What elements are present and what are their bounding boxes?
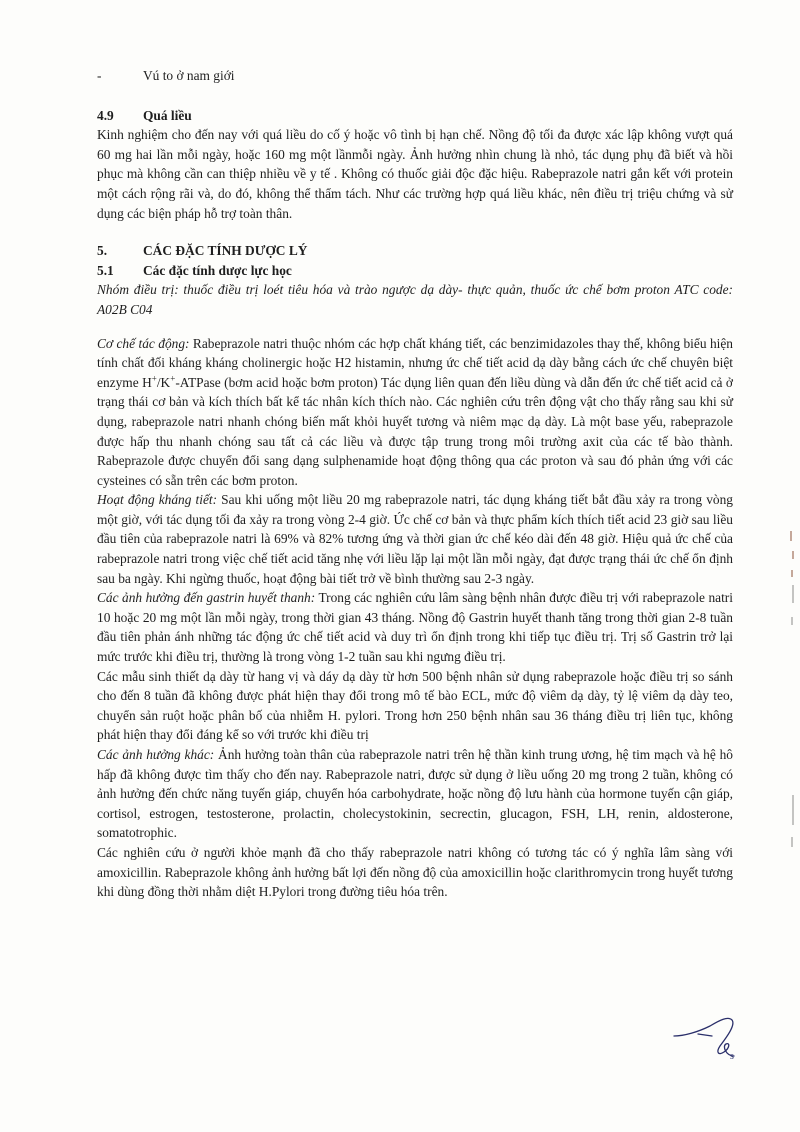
mechanism-paragraph xyxy=(97,334,733,491)
section-4-9-heading xyxy=(97,106,733,126)
other-effects-label: Các ảnh hưởng khác: xyxy=(97,747,215,762)
interaction-paragraph: Các nghiên cứu ở người khỏe mạnh đã cho thấy rabeprazole natri không có tương tác có ý nghĩa lâm sàng với amoxicillin. Rabeprazole không ảnh hưởng bất lợi đến nồng độ của amoxicillin hoặc clarithromycin trong huyết tương khi dùng đồng thời nhằm diệt H.Pylori trong đường tiêu hóa trên. xyxy=(97,844,733,900)
superscript-plus: + xyxy=(170,373,176,384)
biopsy-paragraph: Các mẫu sinh thiết dạ dày từ hang vị và dáy dạ dày từ hơn 500 bệnh nhân sử dụng rabeprazole hoặc điều trị so sánh cho đến 8 tuần đã không được phát hiện thay đổi trong mô tế bào ECL, mức độ viêm dạ dày, tỷ lệ viêm dạ dày teo, chuyển sản ruột hoặc phân bố của nhiễm H. pylori. Trong hơn 250 bệnh nhân sau 36 tháng điều trị liên tục, không phát hiện thay đổi đáng kể so với trước khi điều trị xyxy=(97,668,733,743)
section-title: Các đặc tính dược lực học xyxy=(143,262,292,278)
section-5-heading xyxy=(97,241,733,261)
section-title: Quá liều xyxy=(143,107,192,123)
section-number: 5. xyxy=(97,243,108,259)
bullet-dash: - xyxy=(97,68,102,83)
section-number: 4.9 xyxy=(97,107,114,123)
other-effects-paragraph xyxy=(97,745,733,843)
antisecretory-label: Hoạt động kháng tiết: xyxy=(97,492,218,508)
scan-edge-marks xyxy=(787,525,799,865)
other-effects-text: Ảnh hưởng toàn thân của rabeprazole natri trên hệ thần kinh trung ương, hệ tim mạch và hệ hô hấp đã không được tìm thấy cho đến nay. Rabeprazole natri, được sử dụng ở liều uống 20 mg trong 2 tuần, không có ảnh hưởng đến chức năng tuyến giáp, chuyển hóa carbohydrate, hoặc nồng độ lưu hành của hormone tuyến cận giáp, cortisol, estrogen, testosterone, prolactin, cholecystokinin, secrectin, glucagon, FSH, LH, renin, aldosterone, somatotrophic. xyxy=(97,747,733,841)
superscript-plus: + xyxy=(151,373,157,384)
bullet-text: Vú to ở nam giới xyxy=(143,68,235,83)
section-5-1-heading xyxy=(97,261,733,281)
gastrin-paragraph xyxy=(97,588,733,666)
overdose-paragraph: Kinh nghiệm cho đến nay với quá liều do cố ý hoặc vô tình bị hạn chế. Nồng độ tối đa được xác lập không vượt quá 60 mg hai lần mỗi ngày, hoặc 160 mg một lầnmỗi ngày. Ảnh hưởng nhìn chung là nhỏ, tác dụng phụ đã biết và hồi phục mà không cần can thiệp nhiều về y tế . Không có thuốc giải độc đặc hiệu. Rabeprazole natri gắn kết với protein một cách rộng rãi và, do đó, không thể thẩm tách. Như các trường hợp quá liều khác, nên điều trị triệu chứng và sử dụng các biện pháp hỗ trợ toàn thân. xyxy=(97,127,733,221)
mechanism-text-b: /K xyxy=(156,374,171,390)
document-body xyxy=(97,66,733,902)
mechanism-text-a: Rabeprazole natri thuộc nhóm các hợp chất kháng tiết, các benzimidazoles thay thế, không biểu hiện tính chất đối kháng kháng cholinergic hoặc H2 histamin, nhưng ức chế tiết acid dạ dày bằng cách ức chế chuyên biệt enzyme H xyxy=(97,335,733,390)
mechanism-text-c: -ATPase (bơm acid hoặc bơm proton) Tác dụng liên quan đến liều dùng và dẫn đến ức chế tiết acid cả ở trạng thái cơ bản và kích thích bất kể tác nhân kích thích nào. Các nghiên cứu trên động vật cho thấy rằng sau khi sử dụng, rabeprazole natri nhanh chóng biến mất khỏi huyết tương và niêm mạc dạ dày. Là một base yếu, rabeprazole được hấp thu nhanh chóng sau tất cả các liều và được tập trung trong môi trường axit của các tế bào thành. Rabeprazole được chuyển đổi sang dạng sulphenamide hoạt động thông qua các proton và sau đó phản ứng với các cysteines có sẵn trên các bơm proton. xyxy=(97,374,734,488)
section-number: 5.1 xyxy=(97,262,114,278)
bullet-item xyxy=(97,66,733,86)
svg-text:s: s xyxy=(730,1051,734,1062)
mechanism-label: Cơ chế tác động: xyxy=(97,335,190,351)
therapeutic-group: Nhóm điều trị: thuốc điều trị loét tiêu hóa và trào ngược dạ dày- thực quản, thuốc ức chế bơm proton ATC code: A02B C04 xyxy=(97,282,733,317)
gastrin-label: Các ảnh hưởng đến gastrin huyết thanh: xyxy=(97,590,316,606)
antisecretory-text: Sau khi uống một liều 20 mg rabeprazole natri, tác dụng kháng tiết bắt đầu xảy ra trong vòng một giờ, với tác dụng tối đa xảy ra trong vòng 2-4 giờ. Ức chế cơ bản và thực phẩm kích thích tiết acid 23 giờ sau liều đầu tiên của rabeprazole natri là 69% và 82% tương ứng và thời gian ức chế kéo dài đến 48 giờ. Hiệu quả ức chế của rabeprazole natri trong việc chế tiết acid tăng nhẹ với liều lặp lại một lần mỗi ngày, đạt được trạng thái ức chế ổn định sau ba ngày. Khi ngừng thuốc, hoạt động bài tiết trở về bình thường sau 2-3 ngày. xyxy=(97,492,733,586)
gastrin-text: Trong các nghiên cứu lâm sàng bệnh nhân được điều trị với rabeprazole natri 10 hoặc 20 mg một lần mỗi ngày, trong thời gian 43 tháng. Nồng độ Gastrin huyết thanh tăng trong thời gian 2-8 tuần đầu tiên phản ánh những tác động ức chế tiết acid và duy trì ổn định trong khi tiếp tục điều trị. Trị số Gastrin trở lại mức trước khi điều trị, thường là trong vòng 1-2 tuần sau khi ngưng điều trị. xyxy=(97,590,733,665)
section-title: CÁC ĐẶC TÍNH DƯỢC LÝ xyxy=(143,243,308,259)
handwritten-signature xyxy=(668,1012,748,1062)
antisecretory-paragraph xyxy=(97,490,733,588)
